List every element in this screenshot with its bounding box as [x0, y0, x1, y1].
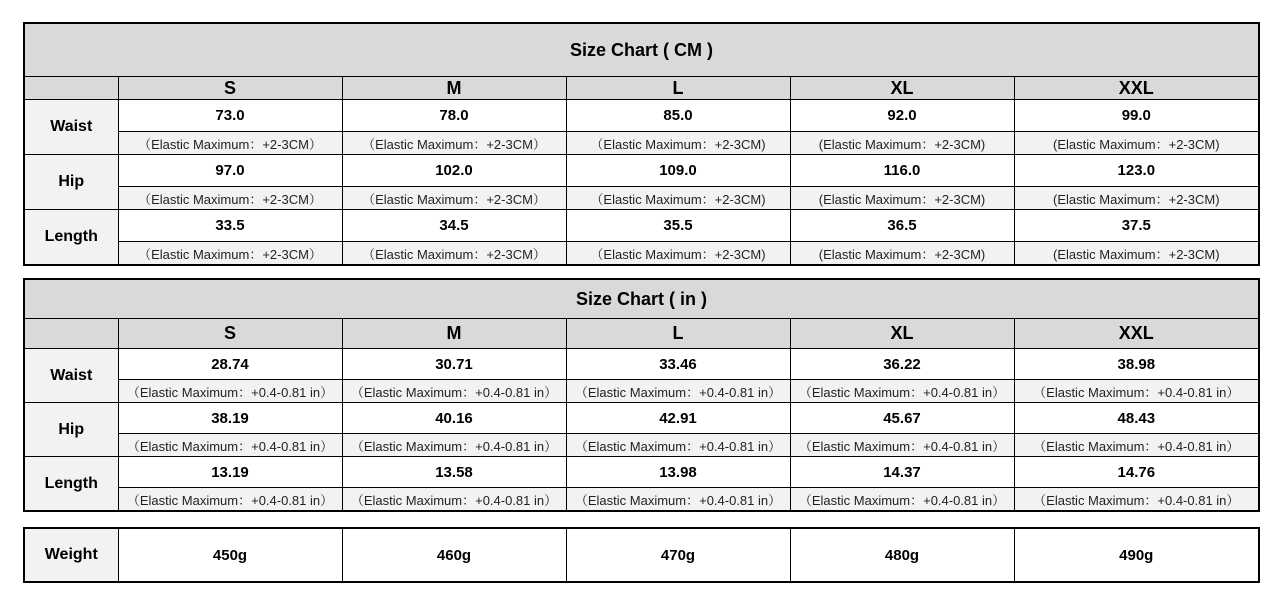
measure-value: 13.19	[118, 457, 342, 488]
measure-value: 123.0	[1014, 155, 1259, 187]
elastic-note: (Elastic Maximum：+2-3CM)	[790, 242, 1014, 266]
measure-row-hip	[24, 155, 1259, 187]
elastic-note: （Elastic Maximum：+0.4-0.81 in）	[1014, 434, 1259, 457]
row-label: Hip	[24, 403, 118, 457]
measure-value: 35.5	[566, 210, 790, 242]
measure-value: 99.0	[1014, 100, 1259, 132]
elastic-note: (Elastic Maximum：+2-3CM)	[1014, 187, 1259, 210]
measure-value: 30.71	[342, 349, 566, 380]
elastic-note-row	[24, 380, 1259, 403]
size-header-xl: XL	[790, 319, 1014, 349]
elastic-note: （Elastic Maximum：+2-3CM）	[118, 242, 342, 266]
elastic-note: （Elastic Maximum：+2-3CM）	[118, 187, 342, 210]
measure-row-length	[24, 457, 1259, 488]
size-header-l: L	[566, 319, 790, 349]
measure-value: 38.19	[118, 403, 342, 434]
measure-row-hip	[24, 403, 1259, 434]
elastic-note: （Elastic Maximum：+2-3CM）	[118, 132, 342, 155]
size-header-row	[24, 319, 1259, 349]
elastic-note: （Elastic Maximum：+0.4-0.81 in）	[566, 434, 790, 457]
measure-value: 92.0	[790, 100, 1014, 132]
row-label: Weight	[24, 528, 118, 582]
chart-title: Size Chart ( in )	[24, 279, 1259, 319]
elastic-note: （Elastic Maximum：+0.4-0.81 in）	[118, 488, 342, 512]
weight-value: 460g	[342, 528, 566, 582]
size-chart-in	[23, 278, 1260, 512]
measure-value: 45.67	[790, 403, 1014, 434]
measure-value: 13.98	[566, 457, 790, 488]
measure-value: 48.43	[1014, 403, 1259, 434]
row-label: Hip	[24, 155, 118, 210]
measure-row-waist	[24, 100, 1259, 132]
elastic-note-row	[24, 132, 1259, 155]
measure-value: 42.91	[566, 403, 790, 434]
measure-value: 37.5	[1014, 210, 1259, 242]
elastic-note-row	[24, 434, 1259, 457]
measure-value: 109.0	[566, 155, 790, 187]
measure-value: 34.5	[342, 210, 566, 242]
size-header-xxl: XXL	[1014, 319, 1259, 349]
elastic-note: （Elastic Maximum：+0.4-0.81 in）	[790, 434, 1014, 457]
title-row	[24, 23, 1259, 77]
weight-row	[24, 528, 1259, 582]
row-label: Waist	[24, 100, 118, 155]
elastic-note: （Elastic Maximum：+0.4-0.81 in）	[1014, 488, 1259, 512]
elastic-note: （Elastic Maximum：+2-3CM)	[566, 187, 790, 210]
measure-value: 14.37	[790, 457, 1014, 488]
elastic-note: (Elastic Maximum：+2-3CM)	[1014, 242, 1259, 266]
elastic-note: (Elastic Maximum：+2-3CM)	[1014, 132, 1259, 155]
size-header-m: M	[342, 319, 566, 349]
size-header-xxl: XXL	[1014, 77, 1259, 100]
measure-row-length	[24, 210, 1259, 242]
elastic-note: （Elastic Maximum：+2-3CM)	[566, 132, 790, 155]
row-label: Length	[24, 210, 118, 266]
elastic-note: （Elastic Maximum：+0.4-0.81 in）	[342, 380, 566, 403]
measure-value: 36.22	[790, 349, 1014, 380]
measure-value: 73.0	[118, 100, 342, 132]
elastic-note-row	[24, 488, 1259, 512]
size-header-xl: XL	[790, 77, 1014, 100]
measure-value: 36.5	[790, 210, 1014, 242]
measure-value: 13.58	[342, 457, 566, 488]
measure-value: 40.16	[342, 403, 566, 434]
elastic-note: （Elastic Maximum：+0.4-0.81 in）	[342, 488, 566, 512]
measure-value: 14.76	[1014, 457, 1259, 488]
elastic-note: （Elastic Maximum：+2-3CM）	[342, 242, 566, 266]
measure-value: 28.74	[118, 349, 342, 380]
elastic-note: （Elastic Maximum：+0.4-0.81 in）	[342, 434, 566, 457]
measure-value: 78.0	[342, 100, 566, 132]
measure-value: 102.0	[342, 155, 566, 187]
elastic-note: （Elastic Maximum：+2-3CM）	[342, 187, 566, 210]
measure-value: 38.98	[1014, 349, 1259, 380]
measure-value: 97.0	[118, 155, 342, 187]
size-header-m: M	[342, 77, 566, 100]
weight-value: 470g	[566, 528, 790, 582]
size-chart-cm	[23, 22, 1260, 266]
elastic-note: (Elastic Maximum：+2-3CM)	[790, 187, 1014, 210]
elastic-note: （Elastic Maximum：+0.4-0.81 in）	[790, 380, 1014, 403]
corner-cell	[24, 77, 118, 100]
elastic-note: （Elastic Maximum：+0.4-0.81 in）	[566, 380, 790, 403]
elastic-note: （Elastic Maximum：+2-3CM）	[342, 132, 566, 155]
size-header-s: S	[118, 77, 342, 100]
elastic-note: （Elastic Maximum：+0.4-0.81 in）	[1014, 380, 1259, 403]
elastic-note: （Elastic Maximum：+0.4-0.81 in）	[118, 434, 342, 457]
chart-title: Size Chart ( CM )	[24, 23, 1259, 77]
elastic-note: （Elastic Maximum：+2-3CM)	[566, 242, 790, 266]
size-header-l: L	[566, 77, 790, 100]
elastic-note: （Elastic Maximum：+0.4-0.81 in）	[790, 488, 1014, 512]
size-header-s: S	[118, 319, 342, 349]
corner-cell	[24, 319, 118, 349]
measure-value: 33.46	[566, 349, 790, 380]
title-row	[24, 279, 1259, 319]
size-header-row	[24, 77, 1259, 100]
elastic-note: （Elastic Maximum：+0.4-0.81 in）	[118, 380, 342, 403]
elastic-note-row	[24, 242, 1259, 266]
row-label: Length	[24, 457, 118, 512]
weight-value: 450g	[118, 528, 342, 582]
measure-value: 116.0	[790, 155, 1014, 187]
weight-table	[23, 527, 1260, 583]
weight-value: 490g	[1014, 528, 1259, 582]
measure-value: 33.5	[118, 210, 342, 242]
elastic-note: （Elastic Maximum：+0.4-0.81 in）	[566, 488, 790, 512]
elastic-note-row	[24, 187, 1259, 210]
elastic-note: (Elastic Maximum：+2-3CM)	[790, 132, 1014, 155]
measure-row-waist	[24, 349, 1259, 380]
row-label: Waist	[24, 349, 118, 403]
measure-value: 85.0	[566, 100, 790, 132]
weight-value: 480g	[790, 528, 1014, 582]
